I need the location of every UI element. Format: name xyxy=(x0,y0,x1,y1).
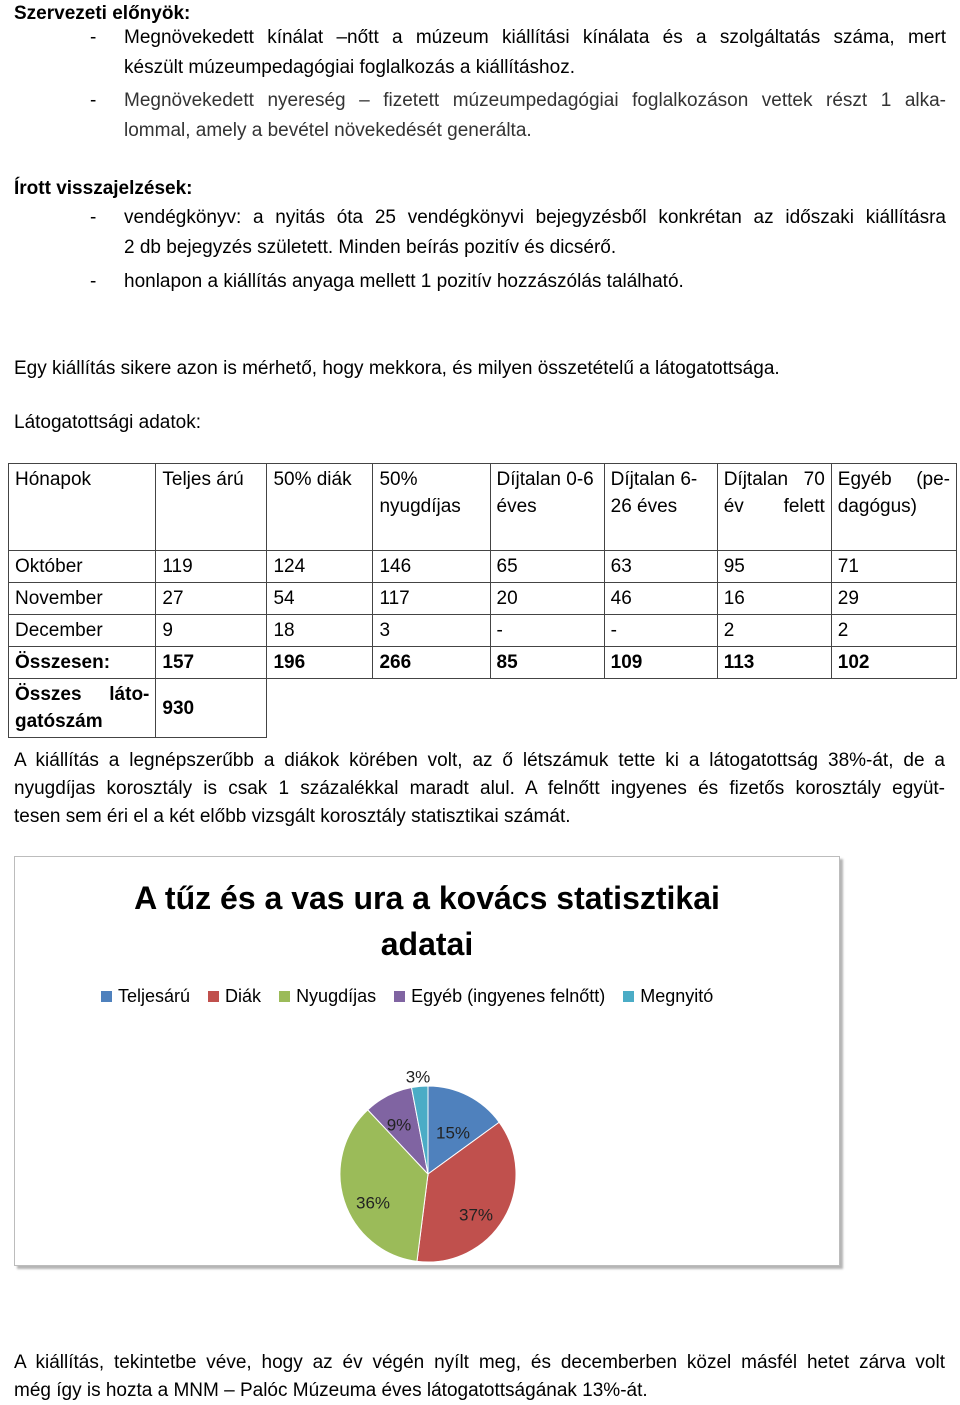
table-row xyxy=(9,583,957,615)
table-cell: 63 xyxy=(604,551,717,583)
table-cell: 113 xyxy=(717,647,831,679)
table-cell: 119 xyxy=(156,551,267,583)
paragraph-siker: Egy kiállítás sikere azon is mérhető, hogy mekkora, és milyen összetételű a látogatottsága. xyxy=(14,358,780,379)
table-cell: 20 xyxy=(490,583,604,615)
table-cell: 196 xyxy=(267,647,373,679)
bullet-text-kinalat-l1: Megnövekedett kínálat –nőtt a múzeum kiállítási kínálata és a szolgáltatás száma, mert xyxy=(124,27,946,48)
data-label: 15% xyxy=(435,1123,471,1143)
column-header: Egyéb (pe-dagógus) xyxy=(831,464,956,551)
table-cell: 157 xyxy=(156,647,267,679)
table-cell: 146 xyxy=(373,551,490,583)
table-cell: - xyxy=(490,615,604,647)
legend-label: Nyugdíjas xyxy=(296,985,377,1006)
paragraph-conclusion-l1: A kiállítás, tekintetbe véve, hogy az év végén nyílt meg, és decemberben közel másfél hetet zárva volt xyxy=(14,1352,945,1373)
bullet-dash: - xyxy=(90,90,97,111)
table-row xyxy=(9,615,957,647)
legend-label: Teljesárú xyxy=(118,985,191,1006)
data-label: 37% xyxy=(458,1205,494,1225)
bullet-dash: - xyxy=(90,207,97,228)
column-header: Hónapok xyxy=(9,464,156,551)
heading-latogatottsagi-adatok: Látogatottsági adatok: xyxy=(14,412,201,433)
table-cell: 46 xyxy=(604,583,717,615)
paragraph-conclusion-l2: még így is hozta a MNM – Palóc Múzeuma éves látogatottságának 13%-át. xyxy=(14,1380,648,1401)
chart-title-line: adatai xyxy=(380,926,474,962)
table-grand-total-row xyxy=(9,679,957,738)
data-label: 3% xyxy=(405,1067,431,1087)
legend-label: Diák xyxy=(225,985,262,1006)
bullet-text-vendegkonyv-l2: 2 db bejegyzés született. Minden beírás pozitív és dicsérő. xyxy=(124,237,617,258)
table-cell: 102 xyxy=(831,647,956,679)
paragraph-analysis-l3: tesen sem éri el a két előbb vizsgált korosztály statisztikai számát. xyxy=(14,806,571,827)
table-cell: 65 xyxy=(490,551,604,583)
column-header: 50% diák xyxy=(267,464,373,551)
chart-title-line: A tűz és a vas ura a kovács statisztikai xyxy=(134,880,720,916)
bullet-text-nyereseg-l2: lommal, amely a bevétel növekedését generálta. xyxy=(124,120,532,141)
table-cell: 16 xyxy=(717,583,831,615)
bullet-dash: - xyxy=(90,271,97,292)
table-cell: 266 xyxy=(373,647,490,679)
column-header: Díjtalan 70 év felett xyxy=(717,464,831,551)
table-header-row xyxy=(9,464,957,551)
table-cell: 54 xyxy=(267,583,373,615)
data-label: 36% xyxy=(355,1193,391,1213)
table-row xyxy=(9,551,957,583)
column-header: Teljes árú xyxy=(156,464,267,551)
table-cell: November xyxy=(9,583,156,615)
column-header: Díjtalan 0-6 éves xyxy=(490,464,604,551)
table-cell: 95 xyxy=(717,551,831,583)
bullet-text-vendegkonyv-l1: vendégkönyv: a nyitás óta 25 vendégkönyvi bejegyzésből konkrétan az időszaki kiállításra xyxy=(124,207,946,228)
table-cell: 27 xyxy=(156,583,267,615)
table-cell: 117 xyxy=(373,583,490,615)
table-cell: 18 xyxy=(267,615,373,647)
table-cell: 71 xyxy=(831,551,956,583)
visitor-stats-table xyxy=(8,463,957,738)
data-label: 9% xyxy=(386,1115,412,1135)
table-cell: 9 xyxy=(156,615,267,647)
heading-irott-visszajelzesek: Írott visszajelzések: xyxy=(14,178,193,199)
grand-total-label: Összes láto-gatószám xyxy=(9,679,156,738)
pie-chart-svg xyxy=(15,857,839,1265)
bullet-dash: - xyxy=(90,27,97,48)
paragraph-analysis-l1: A kiállítás a legnépszerűbb a diákok körében volt, az ő létszámuk tette ki a látogatottság 38%-át, de a xyxy=(14,750,945,771)
table-cell: Összesen: xyxy=(9,647,156,679)
table-cell: 2 xyxy=(831,615,956,647)
table-cell: 29 xyxy=(831,583,956,615)
table-cell: December xyxy=(9,615,156,647)
table-totals-row xyxy=(9,647,957,679)
table-empty-area xyxy=(267,679,957,738)
table-cell: 124 xyxy=(267,551,373,583)
table-cell: 109 xyxy=(604,647,717,679)
bullet-text-nyereseg-l1: Megnövekedett nyereség – fizetett múzeumpedagógiai foglalkozáson vettek részt 1 alka- xyxy=(124,90,946,111)
grand-total-value: 930 xyxy=(156,679,267,738)
pie-chart xyxy=(14,856,840,1266)
paragraph-analysis-l2: nyugdíjas korosztály is csak 1 százalékkal maradt alul. A felnőtt ingyenes és fizetős korosztály együt- xyxy=(14,778,945,799)
bullet-text-kinalat-l2: készült múzeumpedagógiai foglalkozás a kiállításhoz. xyxy=(124,57,575,78)
heading-szervezeti-elonyok: Szervezeti előnyök: xyxy=(14,3,191,24)
column-header: 50% nyugdíjas xyxy=(373,464,490,551)
table-cell: 3 xyxy=(373,615,490,647)
bullet-text-honlap: honlapon a kiállítás anyaga mellett 1 pozitív hozzászólás található. xyxy=(124,271,684,292)
column-header: Díjtalan 6-26 éves xyxy=(604,464,717,551)
legend-label: Egyéb (ingyenes felnőtt) xyxy=(411,985,606,1006)
table-cell: 2 xyxy=(717,615,831,647)
table-cell: - xyxy=(604,615,717,647)
legend-label: Megnyitó xyxy=(640,985,714,1006)
table-cell: Október xyxy=(9,551,156,583)
table-cell: 85 xyxy=(490,647,604,679)
